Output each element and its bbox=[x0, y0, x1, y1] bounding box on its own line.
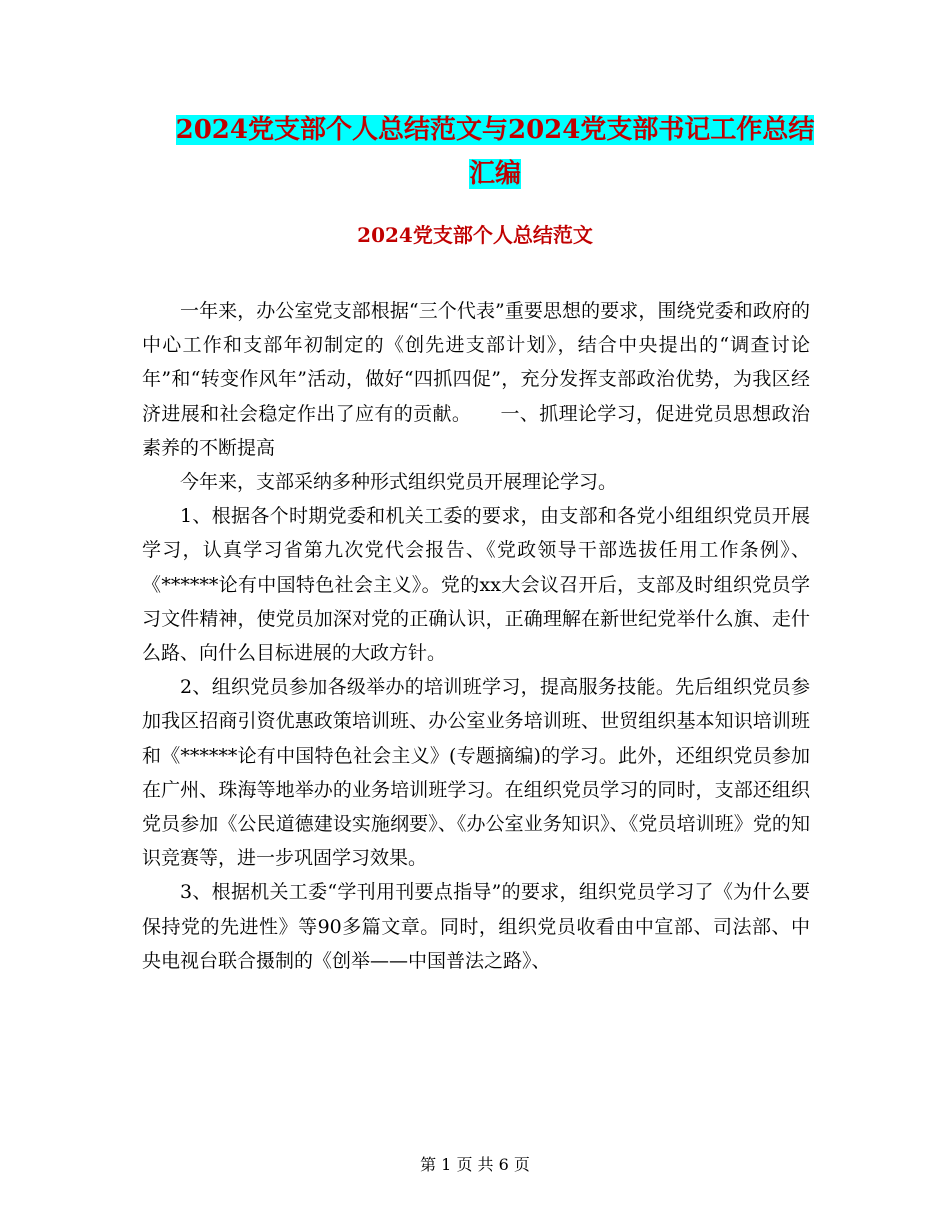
paragraph: 一年来，办公室党支部根据“三个代表”重要思想的要求，围绕党委和政府的中心工作和支部年初制定的《创先进支部计划》，结合中央提出的“调查讨论年”和“转变作风年”活动，做好“四抓四促”，充分发挥支部政治优势，为我区经济进展和社会稳定作出了应有的贡献。 一、抓理论学习，促进党员思想政治素养的不断提高 bbox=[142, 300, 810, 459]
document-title-line-1: 2024党支部个人总结范文与2024党支部书记工作总结 bbox=[175, 115, 815, 145]
paragraph: 今年来，支部采纳多种形式组织党员开展理论学习。 bbox=[180, 471, 618, 494]
section-title: 2024党支部个人总结范文 bbox=[357, 223, 593, 247]
paragraph: 3、根据机关工委“学刊用刊要点指导”的要求，组织党员学习了《为什么要保持党的先进性》等90多篇文章。同时，组织党员收看由中宣部、司法部、中央电视台联合摄制的《创举——中国普法之路》、 bbox=[142, 881, 810, 972]
document-title-line-2: 汇编 bbox=[468, 159, 521, 189]
document-title bbox=[140, 108, 850, 196]
page-footer: 第 1 页 共 6 页 bbox=[420, 1155, 530, 1174]
paragraph: 2、组织党员参加各级举办的培训班学习，提高服务技能。先后组织党员参加我区招商引资优惠政策培训班、办公室业务培训班、世贸组织基本知识培训班和《******论有中国特色社会主义》(专题摘编)的学习。此外，还组织党员参加在广州、珠海等地举办的业务培训班学习。在组织党员学习的同时，支部还组织党员参加《公民道德建设实施纲要》、《办公室业务知识》、《党员培训班》党的知识竞赛等，进一步巩固学习效果。 bbox=[142, 676, 810, 870]
document-body bbox=[142, 294, 810, 978]
paragraph: 1、根据各个时期党委和机关工委的要求，由支部和各党小组组织党员开展学习，认真学习省第九次党代会报告、《党政领导干部选拔任用工作条例》、《******论有中国特色社会主义》。党的xx大会议召开后，支部及时组织党员学习文件精神，使党员加深对党的正确认识，正确理解在新世纪党举什么旗、走什么路、向什么目标进展的大政方针。 bbox=[142, 505, 810, 665]
